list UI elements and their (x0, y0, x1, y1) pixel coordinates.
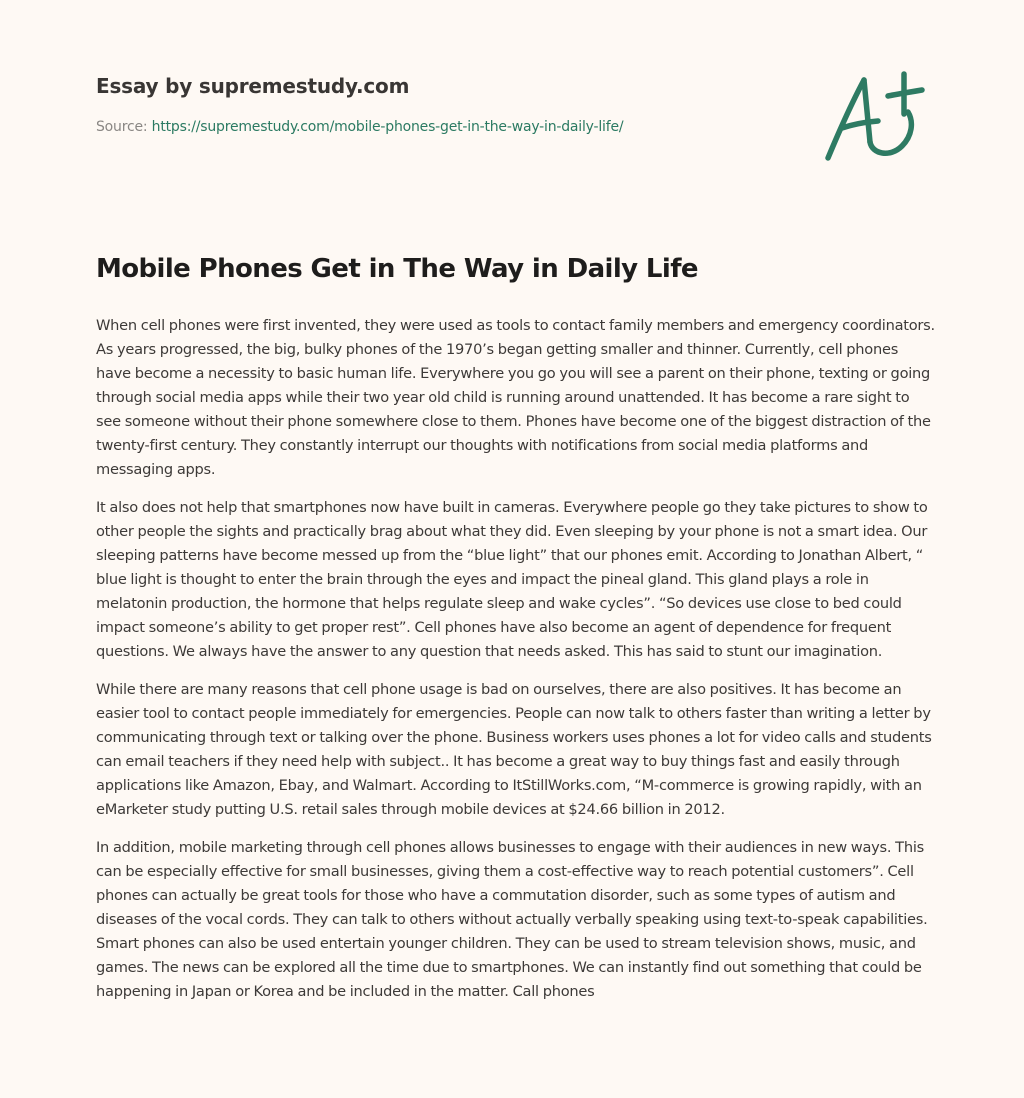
paragraph: In addition, mobile marketing through cell phones allows businesses to engage with their audiences in new ways. This can be especially effective for small businesses, giving them a cost-effective way to reach potential customers”. Cell phones can actually be great tools for those who have a commutation disorder, such as some types of autism and diseases of the vocal cords. They can talk to others without actually verbally speaking using text-to-speak capabilities. Smart phones can also be used entertain younger children. They can be used to stream television shows, music, and games. The news can be explored all the time due to smartphones. We can instantly find out something that could be happening in Japan or Korea and be included in the matter. Call phones (96, 839, 928, 1000)
essay-header (96, 74, 796, 135)
document-title: Mobile Phones Get in The Way in Daily Life (96, 254, 698, 284)
paragraph: While there are many reasons that cell phone usage is bad on ourselves, there are also positives. It has become an easier tool to contact people immediately for emergencies. People can now talk to others faster than writing a letter by communicating through text or talking over the phone. Business workers uses phones a lot for video calls and students can email teachers if they need help with subject.. It has become a great way to buy things fast and easily through applications like Amazon, Ebay, and Walmart. According to ItStillWorks.com, “M-commerce is growing rapidly, with an eMarketer study putting U.S. retail sales through mobile devices at $24.66 billion in 2012. (96, 681, 932, 818)
paragraph: When cell phones were first invented, they were used as tools to contact family members and emergency coordinators. As years progressed, the big, bulky phones of the 1970’s began getting smaller and thinner. Currently, cell phones have become a necessity to basic human life. Everywhere you go you will see a parent on their phone, texting or going through social media apps while their two year old child is running around unattended. It has become a rare sight to see someone without their phone somewhere close to them. Phones have become one of the biggest distraction of the twenty-first century. They constantly interrupt our thoughts with notifications from social media platforms and messaging apps. (96, 317, 935, 478)
source-label: Source: (96, 119, 148, 135)
site-title: Essay by supremestudy.com (96, 74, 410, 98)
paragraph: It also does not help that smartphones now have built in cameras. Everywhere people go they take pictures to show to other people the sights and practically brag about what they did. Even sleeping by your phone is not a smart idea. Our sleeping patterns have become messed up from the “blue light” that our phones emit. According to Jonathan Albert, “ blue light is thought to enter the brain through the eyes and impact the pineal gland. This gland plays a role in melatonin production, the hormone that helps regulate sleep and wake cycles”. “So devices use close to bed could impact someone’s ability to get proper rest”. Cell phones have also become an agent of dependence for frequent questions. We always have the answer to any question that needs asked. This has said to stunt our imagination. (96, 499, 928, 660)
essay-body (96, 314, 936, 1018)
source-line (96, 119, 796, 135)
source-link[interactable]: https://supremestudy.com/mobile-phones-get-in-the-way-in-daily-life/ (151, 119, 624, 135)
a-plus-grade-icon (820, 66, 930, 166)
